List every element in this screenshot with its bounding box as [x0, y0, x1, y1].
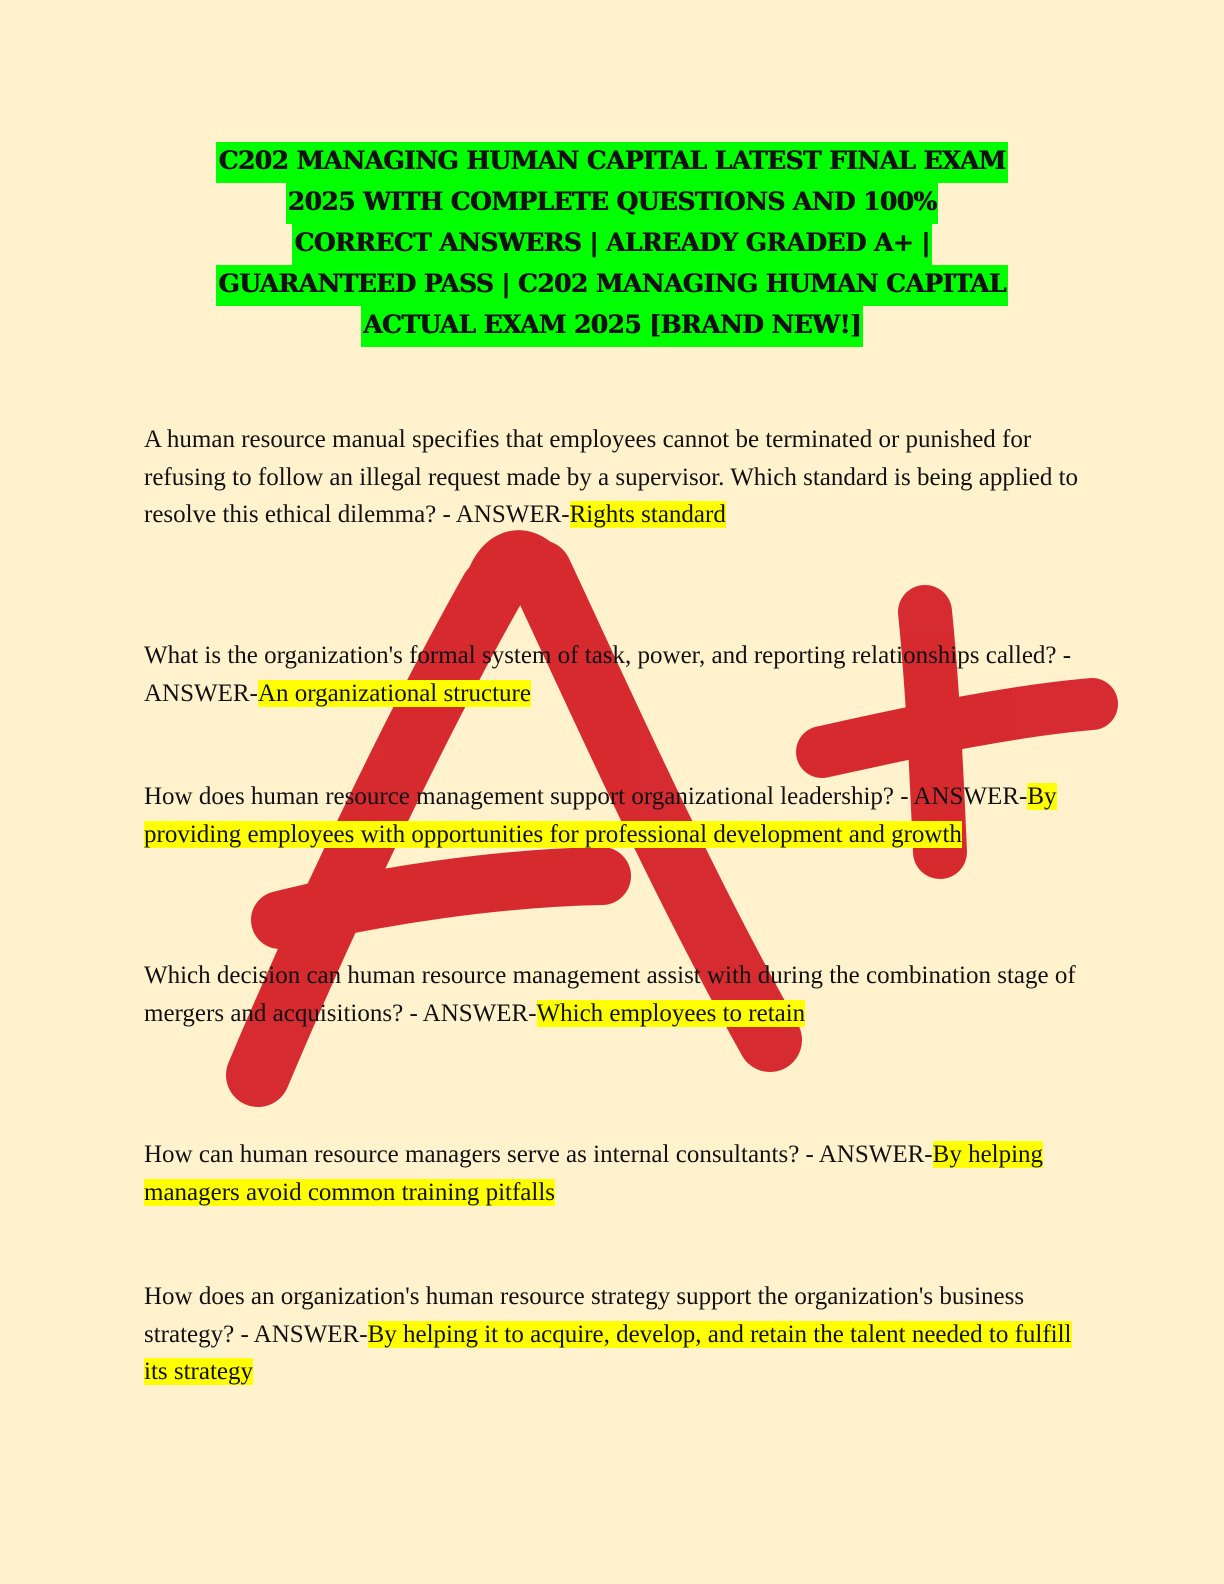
title-line: ACTUAL EXAM 2025 [BRAND NEW!]	[361, 306, 863, 347]
title-line: C202 MANAGING HUMAN CAPITAL LATEST FINAL EXAM	[216, 142, 1007, 183]
answer-highlight: By providing employees with opportunities for professional development and growth	[144, 783, 1057, 848]
document-title	[130, 142, 1094, 347]
qa-item	[144, 637, 1084, 712]
qa-item	[144, 778, 1084, 853]
qa-item	[144, 957, 1084, 1032]
answer-highlight: By helping managers avoid common training pitfalls	[144, 1141, 1044, 1206]
question-text: Which decision can human resource management assist with during the combination stage of mergers and acquisitions? - ANSWER-	[144, 962, 1076, 1027]
answer-highlight: Rights standard	[569, 501, 726, 528]
title-line: CORRECT ANSWERS | ALREADY GRADED A+ |	[292, 224, 931, 265]
qa-item	[144, 1278, 1084, 1391]
title-line: 2025 WITH COMPLETE QUESTIONS AND 100%	[286, 183, 939, 224]
question-text: A human resource manual specifies that employees cannot be terminated or punished for refusing to follow an illegal request made by a supervisor. Which standard is being applied to resolve this ethical dilemma? - ANSWER-	[144, 426, 1079, 528]
answer-highlight: Which employees to retain	[536, 999, 806, 1027]
question-text: How does human resource management support organizational leadership? - ANSWER-	[144, 783, 1028, 810]
answer-highlight: By helping it to acquire, develop, and retain the talent needed to fulfill its strategy	[144, 1320, 1072, 1385]
question-text: How does an organization's human resource strategy support the organization's business strategy? - ANSWER-	[144, 1283, 1025, 1348]
qa-item	[144, 421, 1084, 534]
qa-item	[144, 1136, 1084, 1211]
question-text: What is the organization's formal system of task, power, and reporting relationships called? - ANSWER-	[144, 642, 1072, 707]
title-line: GUARANTEED PASS | C202 MANAGING HUMAN CAPITAL	[216, 265, 1007, 306]
question-text: How can human resource managers serve as internal consultants? - ANSWER-	[144, 1141, 933, 1168]
answer-highlight: An organizational structure	[257, 679, 531, 707]
